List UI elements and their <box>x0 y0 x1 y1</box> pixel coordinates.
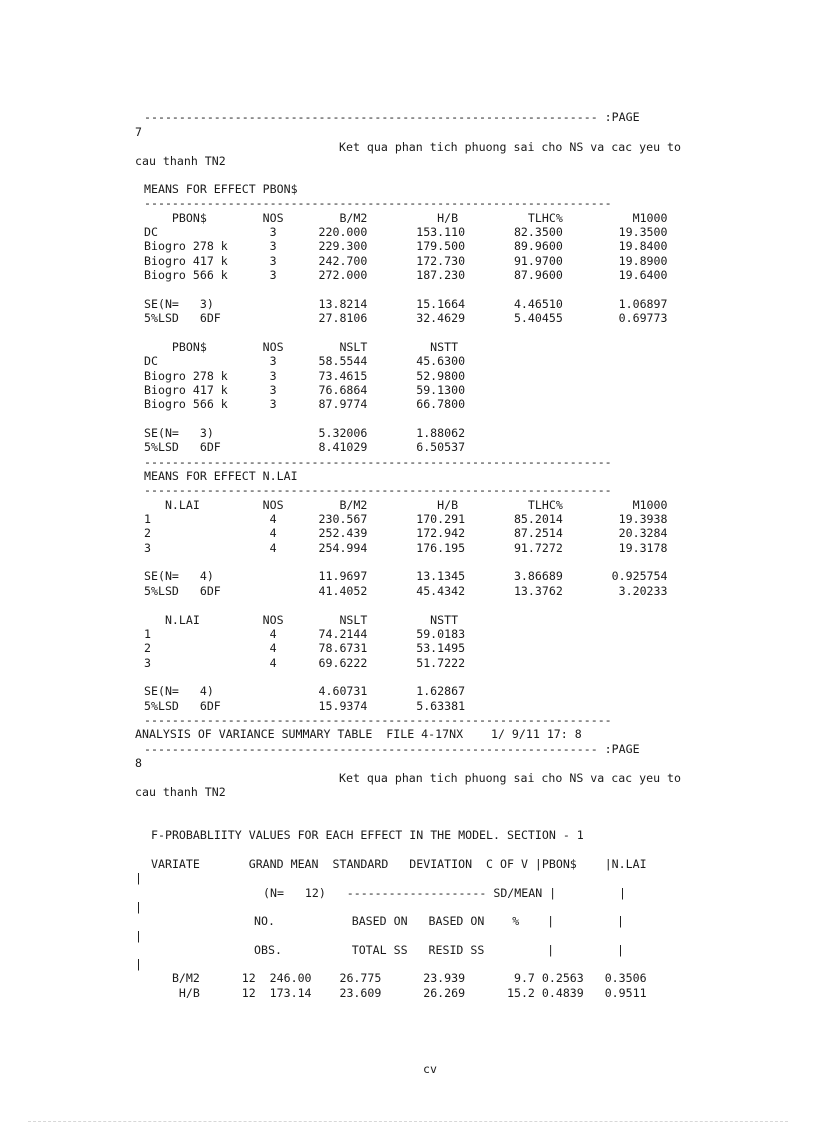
document-line: ------------------------------------------------------------------- <box>144 713 612 727</box>
document-line: VARIATE GRAND MEAN STANDARD DEVIATION C OF V |PBON$ |N.LAI <box>151 857 647 871</box>
document-line: 5%LSD 6DF 27.8106 32.4629 5.40455 0.69773 <box>144 311 668 325</box>
document-line: Biogro 566 k 3 87.9774 66.7800 <box>144 397 466 411</box>
document-line: cau thanh TN2 <box>135 154 226 168</box>
document-line: MEANS FOR EFFECT N.LAI <box>144 469 298 483</box>
document-line: DC 3 58.5544 45.6300 <box>144 354 466 368</box>
document-line: | <box>135 871 142 885</box>
document-line: SE(N= 4) 4.60731 1.62867 <box>144 684 466 698</box>
document-line: Biogro 417 k 3 242.700 172.730 91.9700 19.8900 <box>144 254 668 268</box>
document-line: ----------------------------------------------------------------- :PAGE <box>144 742 640 756</box>
document-line: N.LAI NOS B/M2 H/B TLHC% M1000 <box>144 498 668 512</box>
document-line: Biogro 278 k 3 73.4615 52.9800 <box>144 369 466 383</box>
document-line: 8 <box>135 756 142 770</box>
document-line: ------------------------------------------------------------------- <box>144 196 612 210</box>
document-line: Biogro 566 k 3 272.000 187.230 87.9600 19.6400 <box>144 268 668 282</box>
document-line: PBON$ NOS B/M2 H/B TLHC% M1000 <box>144 211 668 225</box>
document-line: 3 4 254.994 176.195 91.7272 19.3178 <box>144 541 668 555</box>
document-line: 5%LSD 6DF 8.41029 6.50537 <box>144 440 466 454</box>
document-line: ------------------------------------------------------------------- <box>144 483 612 497</box>
page-footer: cv <box>423 1062 437 1076</box>
document-line: 5%LSD 6DF 41.4052 45.4342 13.3762 3.20233 <box>144 584 668 598</box>
document-line: N.LAI NOS NSLT NSTT <box>144 613 459 627</box>
document-line: Ket qua phan tich phuong sai cho NS va cac yeu to <box>339 140 682 154</box>
document-line: B/M2 12 246.00 26.775 23.939 9.7 0.2563 0.3506 <box>151 971 647 985</box>
document-line: OBS. TOTAL SS RESID SS | | <box>254 943 624 957</box>
document-line: PBON$ NOS NSLT NSTT <box>144 340 459 354</box>
document-line: NO. BASED ON BASED ON % | | <box>254 914 624 928</box>
page-bottom-rule <box>28 1121 788 1122</box>
document-line: | <box>135 957 142 971</box>
document-line: 1 4 74.2144 59.0183 <box>144 627 466 641</box>
document-line: ------------------------------------------------------------------- <box>144 455 612 469</box>
document-line: 3 4 69.6222 51.7222 <box>144 656 466 670</box>
document-line: (N= 12) -------------------- SD/MEAN | | <box>263 886 626 900</box>
document-line: cau thanh TN2 <box>135 785 226 799</box>
document-line: 7 <box>135 125 142 139</box>
document-line: SE(N= 3) 5.32006 1.88062 <box>144 426 466 440</box>
document-line: Biogro 417 k 3 76.6864 59.1300 <box>144 383 466 397</box>
document-line: ----------------------------------------------------------------- :PAGE <box>144 110 640 124</box>
document-line: ANALYSIS OF VARIANCE SUMMARY TABLE FILE 4-17NX 1/ 9/11 17: 8 <box>135 727 582 741</box>
document-line: Ket qua phan tich phuong sai cho NS va cac yeu to <box>339 771 682 785</box>
document-line: MEANS FOR EFFECT PBON$ <box>144 182 298 196</box>
document-line: F-PROBABLIITY VALUES FOR EACH EFFECT IN THE MODEL. SECTION - 1 <box>151 828 584 842</box>
document-line: SE(N= 3) 13.8214 15.1664 4.46510 1.06897 <box>144 297 668 311</box>
document-line: | <box>135 929 142 943</box>
document-line: 2 4 78.6731 53.1495 <box>144 641 466 655</box>
document-line: | <box>135 900 142 914</box>
document-line: SE(N= 4) 11.9697 13.1345 3.86689 0.925754 <box>144 569 668 583</box>
document-line: 2 4 252.439 172.942 87.2514 20.3284 <box>144 526 668 540</box>
document-line: Biogro 278 k 3 229.300 179.500 89.9600 19.8400 <box>144 239 668 253</box>
document-line: 5%LSD 6DF 15.9374 5.63381 <box>144 699 466 713</box>
document-line: DC 3 220.000 153.110 82.3500 19.3500 <box>144 225 668 239</box>
document-line: 1 4 230.567 170.291 85.2014 19.3938 <box>144 512 668 526</box>
document-line: H/B 12 173.14 23.609 26.269 15.2 0.4839 0.9511 <box>151 986 647 1000</box>
